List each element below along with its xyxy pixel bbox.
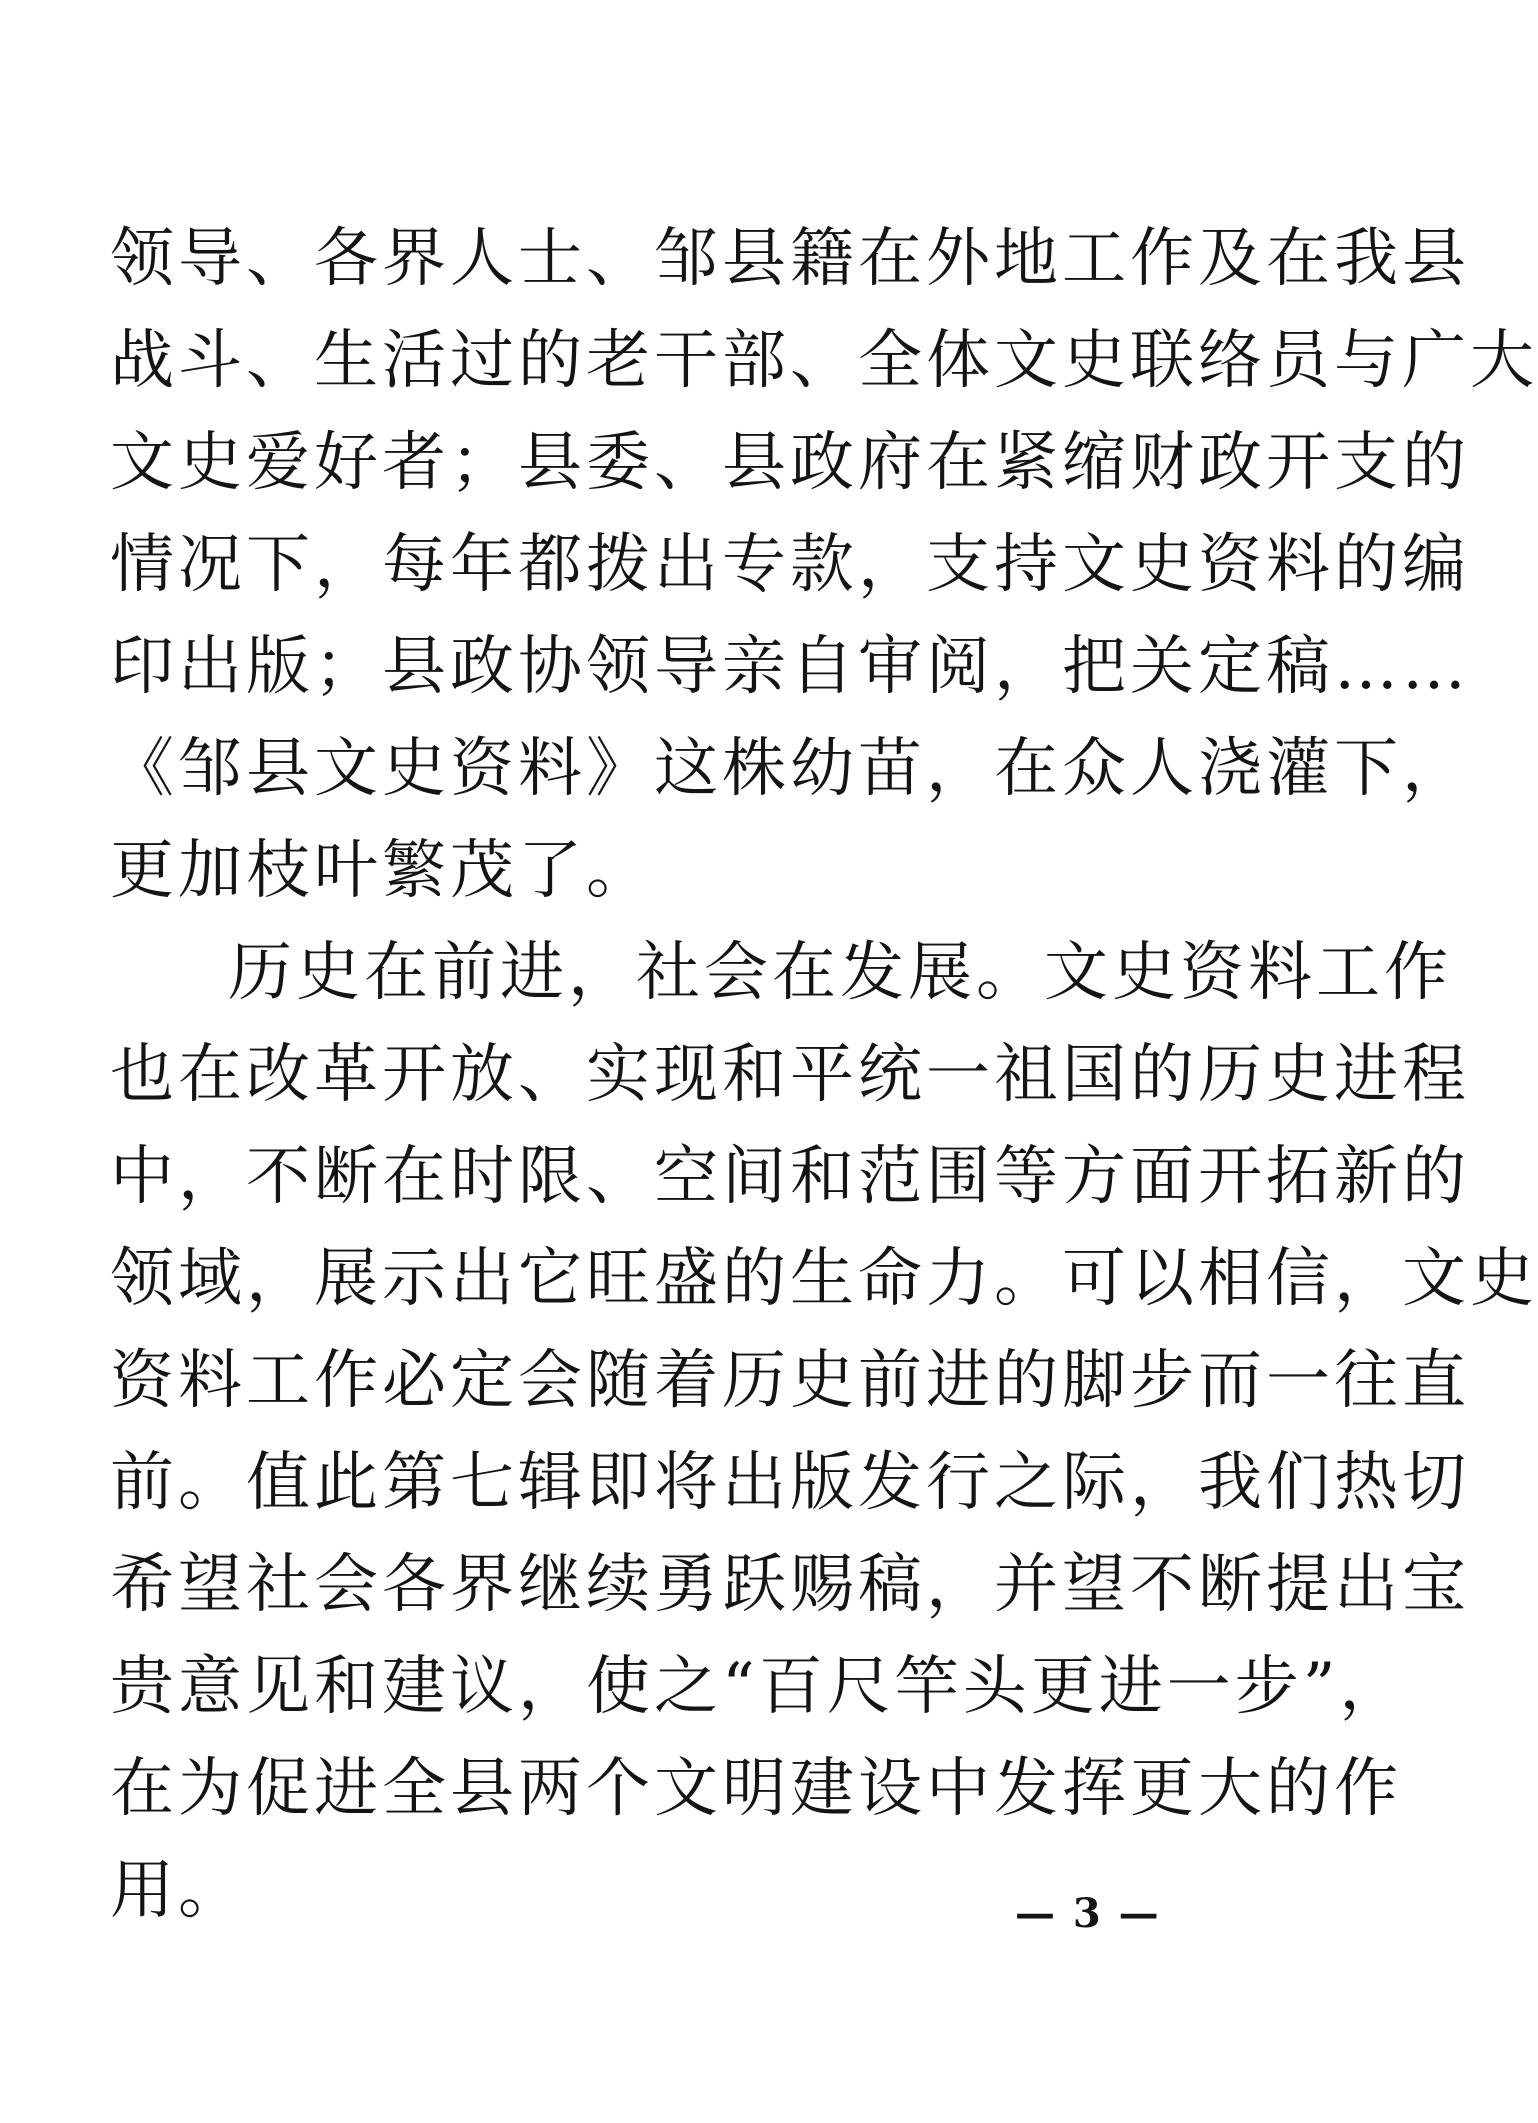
text-line: 中，不断在时限、空间和范围等方面开拓新的 bbox=[110, 1140, 1470, 1214]
page-number: — 3 — bbox=[1015, 1890, 1161, 1937]
text-line: 前。值此第七辑即将出版发行之际，我们热切 bbox=[110, 1446, 1470, 1520]
text-line: 印出版；县政协领导亲自审阅，把关定稿…… bbox=[110, 630, 1470, 704]
text-line: 希望社会各界继续勇跃赐稿，并望不断提出宝 bbox=[110, 1548, 1470, 1622]
text-line: 更加枝叶繁茂了。 bbox=[110, 834, 654, 908]
body-text bbox=[110, 208, 1538, 1942]
text-line: 用。 bbox=[110, 1854, 246, 1928]
text-line: 资料工作必定会随着历史前进的脚步而一往直 bbox=[110, 1344, 1470, 1418]
paragraph-start-line: 历史在前进，社会在发展。文史资料工作 bbox=[228, 936, 1452, 1010]
text-line: 也在改革开放、实现和平统一祖国的历史进程 bbox=[110, 1038, 1470, 1112]
text-line: 《邹县文史资料》这株幼苗，在众人浇灌下， bbox=[110, 732, 1470, 806]
text-line: 文史爱好者；县委、县政府在紧缩财政开支的 bbox=[110, 426, 1470, 500]
text-line: 情况下，每年都拨出专款，支持文史资料的编 bbox=[110, 528, 1470, 602]
text-line: 领域，展示出它旺盛的生命力。可以相信，文史 bbox=[110, 1242, 1538, 1316]
text-line: 战斗、生活过的老干部、全体文史联络员与广大 bbox=[110, 324, 1538, 398]
text-line: 领导、各界人士、邹县籍在外地工作及在我县 bbox=[110, 222, 1470, 296]
text-line: 贵意见和建议，使之“百尺竿头更进一步”， bbox=[110, 1650, 1408, 1724]
text-line: 在为促进全县两个文明建设中发挥更大的作 bbox=[110, 1752, 1402, 1826]
